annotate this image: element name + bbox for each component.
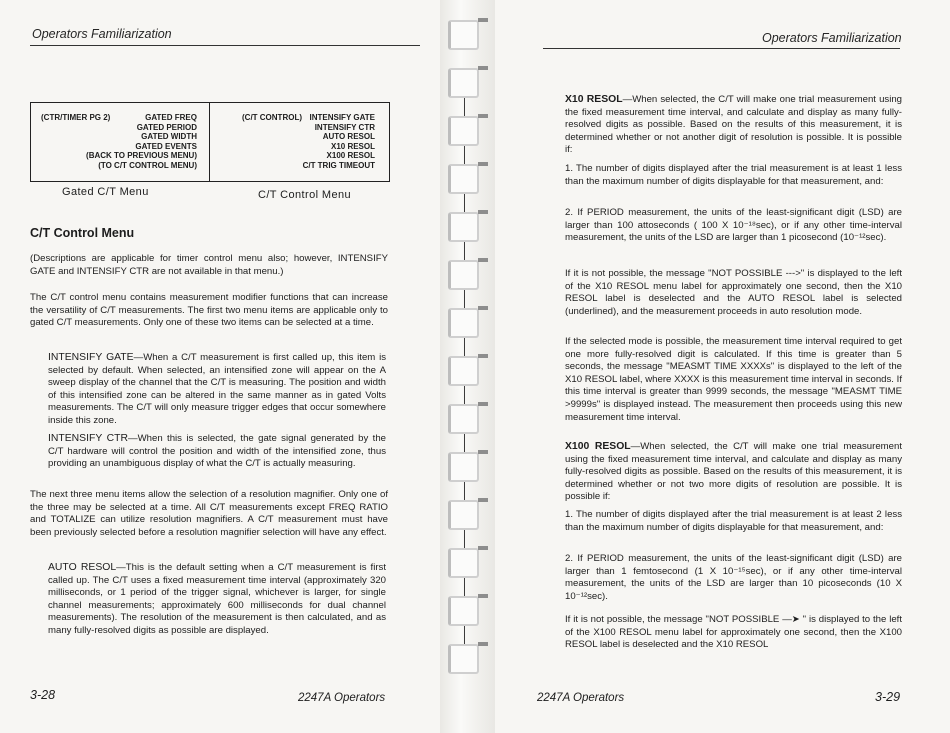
binder-ring (448, 404, 479, 434)
ct-menu-items (303, 113, 375, 171)
x100-resol-paragraph (565, 441, 902, 504)
x100-condition-2: 2. If PERIOD measurement, the units of the least-significant digit (LSD) are larger than 1 femtosecond (1 X 10⁻¹⁵sec), or if any other time-interval measurement, the units of the LSD are larger than 10 picoseconds (10 X 10⁻¹²sec). (565, 553, 902, 602)
menu-item: INTENSIFY GATE (309, 113, 375, 122)
binder-ring (448, 116, 479, 146)
binder-ring (448, 500, 479, 530)
ring-mark (478, 450, 488, 454)
ring-mark (478, 594, 488, 598)
gated-menu-tag: (CTR/TIMER PG 2) (41, 113, 111, 122)
ring-mark (478, 306, 488, 310)
left-page-number: 3-28 (30, 688, 56, 702)
menu-item: GATED PERIOD (136, 122, 197, 132)
left-page-footer: 2247A Operators (298, 692, 386, 704)
right-header-rule (543, 48, 900, 49)
menu-item: C/T TRIG TIMEOUT (302, 160, 375, 170)
intensify-ctr-body: —When this is selected, the gate signal generated by the C/T hardware will control the position and width of the intensified zone, thus providing an unambiguous display of what the C/T is actually measuring. (48, 433, 386, 470)
x100-not-possible-paragraph: If it is not possible, the message "NOT POSSIBLE —➤ " is displayed to the left of the X100 RESOL menu label for approximately one second, then the X100 RESOL label is deselected and the X10 RESOL (565, 614, 902, 651)
intensify-gate-paragraph (48, 352, 386, 428)
x100-resol-term: X100 RESOL (565, 441, 631, 452)
menu-item: X100 RESOL (326, 151, 375, 161)
menu-item: (TO C/T CONTROL MENU) (98, 160, 197, 170)
intensify-ctr-term: INTENSIFY CTR (48, 433, 129, 444)
menu-item: GATED FREQ (145, 113, 197, 122)
gated-ct-menu-panel (31, 103, 210, 181)
ring-mark (478, 18, 488, 22)
auto-resol-term: AUTO RESOL (48, 562, 117, 573)
ring-mark (478, 66, 488, 70)
ring-mark (478, 114, 488, 118)
ring-mark (478, 354, 488, 358)
note-paragraph: (Descriptions are applicable for timer control menu also; however, INTENSIFY GATE and INTENSIFY CTR are not available in that menu.) (30, 253, 388, 277)
binder-ring (448, 356, 479, 386)
ring-mark (478, 546, 488, 550)
section-title: C/T Control Menu (30, 226, 135, 240)
ring-mark (478, 258, 488, 262)
left-header-rule (30, 45, 420, 46)
binder-ring (448, 644, 479, 674)
x10-selected-paragraph: If the selected mode is possible, the measurement time interval required to get one more fully-resolved digit is calculated. If this time is greater than 5 seconds, the message "MEASMT TIME XXXXs" is displayed to the left of the X10 RESOL label, where XXXX is this measurement time interval in seconds. If this time interval is greater than 9999 seconds, the message "MEASMT TIME >9999s" is displayed instead. The measurement then proceeds using this new measurement time interval. (565, 336, 902, 423)
intro-paragraph: The C/T control menu contains measurement modifier functions that can increase the versatility of C/T measurements. The first two menu items are applicable only to gated C/T measurements. Only one of these two items can be selected at a time. (30, 292, 388, 329)
ring-mark (478, 498, 488, 502)
right-page (495, 0, 950, 733)
binder-ring (448, 308, 479, 338)
binder-ring (448, 20, 479, 50)
left-page-header: Operators Familiarization (32, 27, 172, 41)
menu-item: GATED EVENTS (135, 141, 197, 151)
x10-not-possible-paragraph: If it is not possible, the message "NOT POSSIBLE --->" is displayed to the left of the X10 RESOL menu label for approximately one second, then the X10 RESOL label is deselected and the AUTO RESOL label is selected (underlined), and the measurement proceeds in auto resolution mode. (565, 268, 902, 317)
menu-diagram (30, 102, 390, 182)
binder-ring (448, 452, 479, 482)
ring-mark (478, 642, 488, 646)
x10-resol-paragraph (565, 94, 902, 157)
menu-item: AUTO RESOL (322, 132, 375, 142)
gated-menu-caption: Gated C/T Menu (62, 186, 149, 198)
binder-ring (448, 548, 479, 578)
ct-menu-tag: (C/T CONTROL) (242, 113, 302, 122)
menu-item: (BACK TO PREVIOUS MENU) (86, 151, 197, 161)
binder-ring (448, 164, 479, 194)
ring-mark (478, 402, 488, 406)
binder-ring (448, 260, 479, 290)
intensify-gate-term: INTENSIFY GATE (48, 352, 134, 363)
x100-condition-1: 1. The number of digits displayed after the trial measurement is at least 2 less than the maximum number of digits displayable for that measurement, and: (565, 509, 902, 533)
binder-ring (448, 212, 479, 242)
intensify-gate-body: —When a C/T measurement is first called up, this item is selected by default. When selected, an intensified zone will appear on the A sweep display of the channel that the C/T is measuring. The position and width of this intensified zone can be altered in the same manner as in gated Volts measurements. The C/T will only measure trigger edges that occur somewhere inside this zone. (48, 352, 386, 426)
magnifier-paragraph: The next three menu items allow the selection of a resolution magnifier. Only one of the three may be selected at a time. All C/T measurements except FREQ RATIO and TOTALIZE can utilize resolution magnifiers. A C/T measurement must have been previously selected before a resolution magnifier selection will have any effect. (30, 489, 388, 538)
x10-condition-2: 2. If PERIOD measurement, the units of the least-significant digit (LSD) are larger than 100 attoseconds ( 100 X 10⁻¹⁸sec), or if any other time-interval measurement, the units of the LSD are larger than 1 picosecond (10⁻¹²sec). (565, 207, 902, 244)
auto-resol-body: —This is the default setting when a C/T measurement is first called up. The C/T uses a fixed measurement time interval (approximately 320 milliseconds, or 1 period of the trigger signal, whichever is larger, for single channel measurements; approximately 600 milliseconds for dual channel measurements). The resolution of the measurement is then calculated, and as many fully-resolved digits as possible are displayed. (48, 562, 387, 636)
x10-resol-body: —When selected, the C/T will make one trial measurement using the fixed measurement time interval, and calculate and display as many fully-resolved digits as possible. Based on the results of this measurement, it is determined whether or not another digit of resolution is possible. It is possible if: (565, 94, 903, 156)
menu-item: GATED WIDTH (141, 132, 197, 142)
auto-resol-paragraph (48, 562, 386, 638)
gated-menu-items (86, 113, 197, 171)
right-page-header: Operators Familiarization (762, 31, 902, 45)
right-page-number: 3-29 (875, 690, 901, 704)
right-page-footer: 2247A Operators (537, 692, 625, 704)
ct-menu-caption: C/T Control Menu (258, 189, 352, 201)
x100-resol-body: —When selected, the C/T will make one trial measurement using the fixed measurement time interval, and calculate and display as many fully-resolved digits as possible. Based on the results of this measurement, it is determined whether or not two more digits of resolution are possible. It is possible if: (565, 441, 902, 503)
menu-item: INTENSIFY CTR (314, 122, 375, 132)
left-page (0, 0, 445, 733)
x10-condition-1: 1. The number of digits displayed after the trial measurement is at least 1 less than the maximum number of digits displayable for that measurement, and: (565, 163, 902, 187)
binder-ring (448, 68, 479, 98)
intensify-ctr-paragraph (48, 433, 386, 471)
ring-mark (478, 210, 488, 214)
x10-resol-term: X10 RESOL (565, 94, 623, 105)
ct-control-menu-panel (210, 103, 389, 181)
ring-mark (478, 162, 488, 166)
menu-item: X10 RESOL (330, 141, 375, 151)
binder-ring (448, 596, 479, 626)
